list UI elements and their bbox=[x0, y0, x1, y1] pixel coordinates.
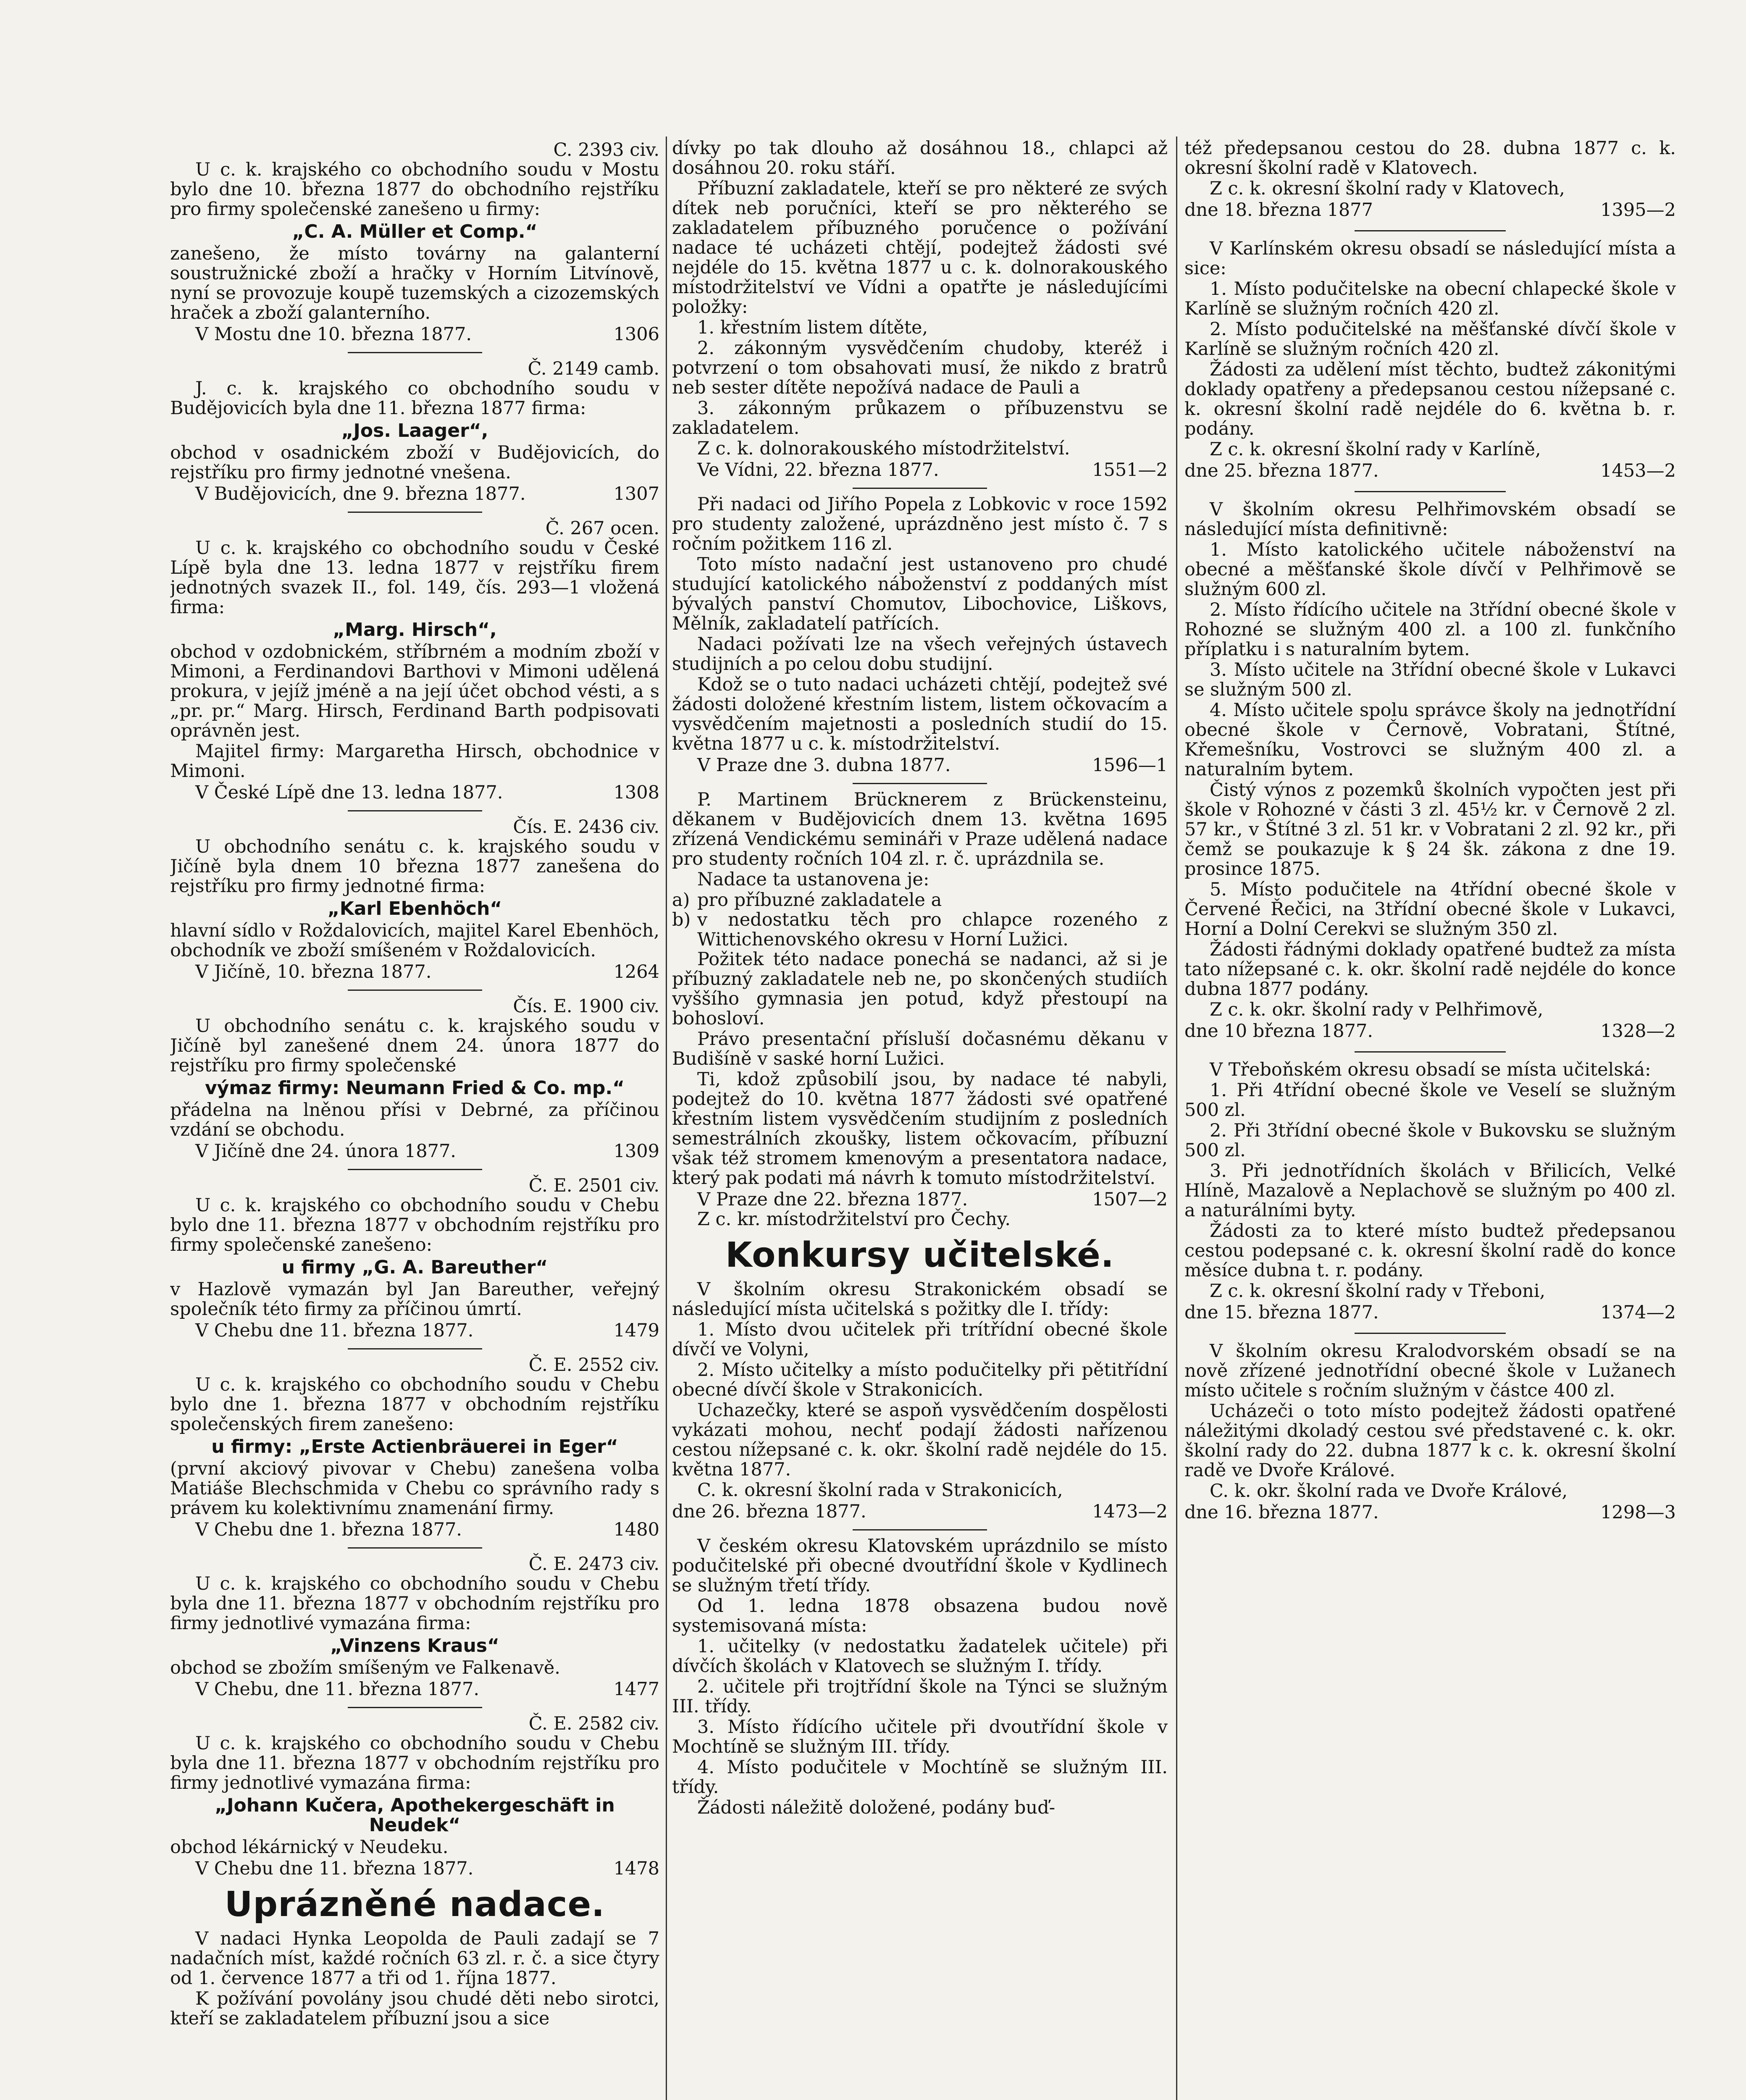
paragraph: 1. Místo podučitelske na obecní chlapecké škole v Karlíně se služným ročních 420 zl. bbox=[1184, 278, 1676, 319]
entry-signature bbox=[672, 1502, 1168, 1522]
place-date: Ve Vídni, 22. března 1877. bbox=[697, 459, 939, 480]
paragraph: 3. Při jednotřídních školách v Břilicích, Velké Hlíně, Mazalově a Neplachově se služným po 400 zl. a naturálními byty. bbox=[1184, 1160, 1676, 1221]
entry-signature bbox=[672, 460, 1168, 480]
paragraph: Požitek této nadace ponechá se nadanci, až si je příbuzný zakladatele neb ne, po skončených studiích vyššího gymnasia jen potud, když přestoupí na bohosloví. bbox=[672, 949, 1168, 1029]
paragraph: Nadace ta ustanovena je: bbox=[697, 869, 929, 890]
entry-number: 1298—3 bbox=[1600, 1502, 1676, 1523]
paragraph: 2. učitele při trojtřídní škole na Týnci se služným III. třídy. bbox=[672, 1676, 1168, 1717]
entry-body: obchod v osadnickém zboží v Budějovicích, do rejstříku pro firmy jednotné vnešena. bbox=[170, 442, 659, 483]
paragraph: V Třeboňském okresu obsadí se místa učitelská: bbox=[1210, 1059, 1651, 1080]
column-1 bbox=[170, 139, 659, 2100]
paragraph: V nadaci Hynka Leopolda de Pauli zadají se 7 nadačních míst, každé ročních 63 zl. r. č. a sice čtyry od 1. července 1877 a tři od 1. října 1877. bbox=[170, 1928, 659, 1989]
list-item-text: v nedostatku těch pro chlapce rozeného z Wittichenovského okresu v Horní Lužici. bbox=[697, 909, 1168, 950]
register-entry bbox=[170, 817, 659, 982]
place-date: V Jičíně dne 24. února 1877. bbox=[195, 1141, 456, 1162]
paragraph: V školním okresu Strakonickém obsadí se následující místa učitelská s požitky dle I. třídy: bbox=[672, 1279, 1168, 1320]
entry-text: U c. k. krajského co obchodního soudu v Chebu bylo dne 11. března 1877 v obchodním rejstříku pro firmy společenské zanešeno: bbox=[170, 1195, 659, 1255]
register-entry bbox=[170, 1355, 659, 1540]
entry-number: 1374—2 bbox=[1600, 1302, 1676, 1323]
paragraph: 1. Místo dvou učitelek při trítřídní obecné škole dívčí ve Volyni, bbox=[672, 1319, 1168, 1360]
entry-number: 1480 bbox=[613, 1519, 659, 1540]
separator bbox=[348, 810, 482, 811]
signature: Z c. k. dolnorakouského místodržitelství. bbox=[697, 438, 1070, 459]
place-date: dne 15. března 1877. bbox=[1184, 1302, 1379, 1323]
separator bbox=[1355, 1333, 1506, 1334]
firm-name: výmaz firmy: Neumann Fried & Co. mp.“ bbox=[205, 1077, 625, 1099]
list-item: 3. zákonným průkazem o příbuzenstvu se zakladatelem. bbox=[672, 398, 1168, 438]
separator bbox=[1355, 230, 1506, 231]
entry-ref: Č. 2149 camb. bbox=[528, 358, 659, 379]
entry-number: 1306 bbox=[613, 324, 659, 345]
paragraph: Žádosti řádnými doklady opatřené budtež za místa tato nížepsané c. k. okr. školní radě nejdéle do konce dubna 1877 podány. bbox=[1184, 939, 1676, 1000]
paragraph: Ti, kdož způsobilí jsou, by nadace té nabyli, podejtež do 10. května 1877 žádosti své opatřené křestním listem vysvědčením studijním z posledních semestrálních zkoušky, listem očkovacím, příbuzní však též stromem kmenovým a presentatora nadace, který pak podati má návrh k tomuto místodržitelství. bbox=[672, 1069, 1168, 1189]
section-heading: Konkursy učitelské. bbox=[725, 1235, 1114, 1275]
place-date: dne 25. března 1877. bbox=[1184, 460, 1379, 481]
firm-name: „C. A. Müller et Comp.“ bbox=[292, 221, 538, 242]
separator bbox=[853, 783, 987, 784]
entry-text: U c. k. krajského co obchodního soudu v Chebu byla dne 11. března 1877 v obchodním rejstříku pro firmy jednotlivé vymazána firma: bbox=[170, 1733, 659, 1793]
paragraph: V Karlínském okresu obsadí se následující místa a sice: bbox=[1184, 238, 1676, 279]
signature: Z c. k. okr. školní rady v Pelhřimově, bbox=[1210, 999, 1544, 1020]
paragraph: 3. Místo řídícího učitele při dvoutřídní škole v Mochtíně se služným III. třídy. bbox=[672, 1717, 1168, 1757]
paragraph: 1. Místo katolického učitele náboženství na obecné a měšťanské škole dívčí v Pelhřimově se služným 600 zl. bbox=[1184, 539, 1676, 600]
column-3 bbox=[1184, 139, 1676, 2100]
column-rule bbox=[1176, 136, 1177, 2100]
entry-text: U c. k. krajského co obchodního soudu v Mostu bylo dne 10. března 1877 do obchodního rejstříku pro firmy společenské zanešeno u firmy: bbox=[170, 159, 659, 220]
paragraph: V školním okresu Kralodvorském obsadí se na nově zřízené jednotřídní obecné škole v Lužanech místo učitele s ročním služným v částce 400 zl. bbox=[1184, 1341, 1676, 1401]
separator bbox=[348, 512, 482, 513]
firm-name: u firmy: „Erste Actienbräuerei in Eger“ bbox=[211, 1436, 618, 1457]
place-date: V Mostu dne 10. března 1877. bbox=[195, 324, 472, 345]
paragraph: též předepsanou cestou do 28. dubna 1877 c. k. okresní školní radě v Klatovech. bbox=[1184, 139, 1676, 178]
register-entry bbox=[170, 997, 659, 1161]
paragraph: K požívání povolány jsou chudé děti nebo sirotci, kteří se zakladatelem příbuzní jsou a sice bbox=[170, 1988, 659, 2029]
paragraph: V českém okresu Klatovském uprázdnilo se místo podučitelské při obecné dvoutřídní škole v Kydlinech se služným třetí třídy. bbox=[672, 1536, 1168, 1596]
firm-name: u firmy „G. A. Bareuther“ bbox=[281, 1257, 548, 1278]
entry-signature bbox=[170, 1859, 659, 1879]
separator bbox=[853, 1529, 987, 1530]
entry-signature bbox=[170, 783, 659, 803]
register-entry bbox=[170, 140, 659, 344]
entry-body: (první akciový pivovar v Chebu) zanešena volba Matiáše Blechschmida v Chebu co správního rady s právem ku kolektivnímu znamenání firmy. bbox=[170, 1458, 659, 1519]
firm-name: „Johann Kučera, Apothekergeschäft in Neudek“ bbox=[215, 1795, 615, 1836]
separator bbox=[348, 1348, 482, 1349]
paragraph: Ucházeči o toto místo podejtež žádosti opatřené náležitými dkoladý cestou své představené c. k. okr. školní rady do 22. dubna 1877 k c. k. okresní školní radě ve Dvoře Králové. bbox=[1184, 1401, 1676, 1481]
place-date: dne 16. března 1877. bbox=[1184, 1502, 1379, 1523]
paragraph: Od 1. ledna 1878 obsazena budou nově systemisovaná místa: bbox=[672, 1596, 1168, 1636]
entry-ref: Čís. E. 1900 civ. bbox=[513, 996, 659, 1017]
separator bbox=[348, 990, 482, 991]
separator bbox=[348, 1169, 482, 1170]
entry-signature bbox=[672, 1190, 1168, 1210]
paragraph: Právo presentační přísluší dočasnému děkanu v Budišíně v saské horní Lužici. bbox=[672, 1029, 1168, 1069]
entry-signature bbox=[1184, 1303, 1676, 1323]
paragraph: Žádosti za to které místo budtež předepsanou cestou podepsané c. k. okresní školní radě do konce měsíce dubna t. r. podány. bbox=[1184, 1221, 1676, 1281]
entry-number: 1551—2 bbox=[1092, 459, 1168, 480]
paragraph: Při nadaci od Jiřího Popela z Lobkovic v roce 1592 pro studenty založené, uprázdněno jest místo č. 7 s ročním požitkem 116 zl. bbox=[672, 494, 1168, 554]
signature: Z c. k. okresní školní rady v Klatovech, bbox=[1210, 178, 1565, 199]
paragraph: Čistý výnos z pozemků školních vypočten jest při škole v Rohozné v části 3 zl. 45½ kr. v Černově 2 zl. 57 kr., v Štítné 3 zl. 51 kr. v Vobratani 2 zl. 92 kr., při čemž se poukazuje k § 24 šk. zákona z dne 19. prosince 1875. bbox=[1184, 780, 1676, 879]
register-entry bbox=[170, 1554, 659, 1699]
entry-signature bbox=[170, 1142, 659, 1161]
entry-ref: C. 2393 civ. bbox=[553, 139, 659, 160]
place-date: V Praze dne 3. dubna 1877. bbox=[697, 755, 951, 776]
entry-text: U c. k. krajského co obchodního soudu v Chebu byla dne 11. března 1877 v obchodním rejstříku pro firmy jednotlivé vymazána firma: bbox=[170, 1573, 659, 1634]
paragraph: P. Martinem Brücknerem z Brückensteinu, děkanem v Budějovicích dnem 13. května 1695 zřízená Vendickému semináři v Praze udělená nadace pro studenty ročních 104 zl. r. č. uprázdnila se. bbox=[672, 789, 1168, 869]
column-rule bbox=[666, 136, 667, 2100]
signature: Z c. kr. místodržitelství pro Čechy. bbox=[697, 1209, 1011, 1230]
entry-number: 1507—2 bbox=[1092, 1189, 1168, 1210]
entry-signature bbox=[1184, 461, 1676, 481]
paragraph: Nadaci požívati lze na všech veřejných ústavech studijních a po celou dobu studijní. bbox=[672, 634, 1168, 675]
entry-number: 1479 bbox=[613, 1320, 659, 1341]
place-date: V Chebu dne 11. března 1877. bbox=[195, 1320, 474, 1341]
separator bbox=[348, 1547, 482, 1549]
paragraph: Toto místo nadační jest ustanoveno pro chudé studující katolického náboženství z poddaných míst bývalých panství Chomutov, Libochovice, Liškovs, Mělník, zakladatelí patřících. bbox=[672, 554, 1168, 634]
entry-signature bbox=[170, 1520, 659, 1540]
signature: Z c. k. okresní školní rady v Karlíně, bbox=[1210, 439, 1541, 460]
entry-ref: Č. E. 2582 civ. bbox=[528, 1713, 659, 1734]
entry-body: obchod lékárnický v Neudeku. bbox=[170, 1837, 449, 1858]
entry-number: 1478 bbox=[613, 1858, 659, 1879]
entry-number: 1453—2 bbox=[1600, 460, 1676, 481]
entry-body: přádelna na lněnou přísi v Debrné, za příčinou vzdání se obchodu. bbox=[170, 1100, 659, 1140]
list-item: 1. křestním listem dítěte, bbox=[697, 317, 928, 338]
separator bbox=[1355, 491, 1506, 492]
place-date: dne 10 března 1877. bbox=[1184, 1021, 1373, 1042]
entry-signature bbox=[672, 756, 1168, 775]
entry-text: U obchodního senátu c. k. krajského soudu v Jičíně byl zanešené dnem 24. února 1877 do rejstříku pro firmy společenské bbox=[170, 1016, 659, 1076]
place-date: V České Lípě dne 13. ledna 1877. bbox=[195, 782, 503, 803]
paragraph: Příbuzní zakladatele, kteří se pro některé ze svých dítek neb poručníci, kteří se pro některého se zakladatelem příbuzného poručence o požívání nadace té ucházeti chtějí, podejtež žádosti své nejdéle do 15. května 1877 u c. k. dolnorakouského místodržitelství ve Vídni a opatřte je následujícími položky: bbox=[672, 178, 1168, 318]
entry-number: 1307 bbox=[613, 483, 659, 504]
entry-body: hlavní sídlo v Roždalovicích, majitel Karel Ebenhöch, obchodník ve zboží smíšeném v Roždalovicích. bbox=[170, 920, 659, 961]
entry-body: obchod v ozdobnickém, stříbrném a modním zboží v Mimoni, a Ferdinandovi Barthovi v Mimoni udělená prokura, v jejíž jméně a na její účet obchod vésti, a s „pr. pr.“ Marg. Hirsch, Ferdinand Barth podpisovati oprávněn jest. bbox=[170, 641, 659, 741]
paragraph: 1. Při 4třídní obecné škole ve Veselí se služným 500 zl. bbox=[1184, 1080, 1676, 1121]
paragraph: V školním okresu Pelhřimovském obsadí se následující místa definitivně: bbox=[1184, 499, 1676, 540]
entry-ref: Č. E. 2473 civ. bbox=[528, 1554, 659, 1575]
entry-number: 1477 bbox=[613, 1679, 659, 1700]
signature: C. k. okr. školní rada ve Dvoře Králové, bbox=[1210, 1480, 1568, 1502]
register-entry bbox=[170, 1714, 659, 1879]
firm-name: „Jos. Laager“, bbox=[341, 420, 488, 441]
entry-ref: Čís. E. 2436 civ. bbox=[513, 816, 659, 837]
separator bbox=[348, 352, 482, 353]
entry-number: 1596—1 bbox=[1092, 755, 1168, 776]
place-date: dne 18. března 1877 bbox=[1184, 200, 1373, 220]
place-date: V Praze dne 22. března 1877. bbox=[697, 1189, 968, 1210]
entry-signature bbox=[1184, 200, 1676, 220]
paragraph: 5. Místo podučitele na 4třídní obecné škole v Červené Řečici, na 3třídní obecné škole v Lukavci, Horní a Dolní Cerekvi se služným 350 zl. bbox=[1184, 879, 1676, 940]
list-item: 2. zákonným vysvědčením chudoby, kteréž i potvrzení o tom obsahovati musí, že nikdo z bratrů neb sester dítěte nepožívá nadace de Pauli a bbox=[672, 338, 1168, 398]
paragraph: 2. Místo řídícího učitele na 3třídní obecné škole v Rohozné se služným 400 zl. a 100 zl. funkčního příplatku i s naturalním bytem. bbox=[1184, 599, 1676, 660]
paragraph: Žádosti za udělení míst těchto, budtež zákonitými doklady opatřeny a předepsanou cestou nížepsané c. k. okresní školní radě nejdéle do 6. května b. r. podány. bbox=[1184, 359, 1676, 439]
entry-signature bbox=[170, 1321, 659, 1341]
paragraph: 2. Při 3třídní obecné škole v Bukovsku se služným 500 zl. bbox=[1184, 1120, 1676, 1161]
entry-ref: Č. E. 2552 civ. bbox=[528, 1354, 659, 1376]
entry-number: 1264 bbox=[613, 961, 659, 982]
entry-body: Majitel firmy: Margaretha Hirsch, obchodnice v Mimoni. bbox=[170, 741, 659, 782]
register-entry bbox=[170, 1176, 659, 1341]
paragraph: dívky po tak dlouho až dosáhnou 18., chlapci až dosáhnou 20. roku stáří. bbox=[672, 139, 1168, 178]
section-heading: Uprázněné nadace. bbox=[224, 1885, 605, 1924]
entry-signature bbox=[170, 484, 659, 504]
register-entry bbox=[170, 519, 659, 803]
entry-text: U c. k. krajského co obchodního soudu v Chebu bylo dne 1. března 1877 v obchodním rejstříku společenských firem zanešeno: bbox=[170, 1374, 659, 1435]
entry-signature bbox=[1184, 1021, 1676, 1041]
paragraph: 1. učitelky (v nedostatku žadatelek učitele) při dívčích školách v Klatovech se služným I. třídy. bbox=[672, 1636, 1168, 1677]
entry-number: 1308 bbox=[613, 782, 659, 803]
paragraph: 4. Místo podučitele v Mochtíně se služným III. třídy. bbox=[672, 1757, 1168, 1798]
signature: C. k. okresní školní rada v Strakonicích, bbox=[697, 1480, 1063, 1501]
separator bbox=[853, 488, 987, 489]
separator bbox=[1355, 1051, 1506, 1053]
entry-text: U obchodního senátu c. k. krajského soudu v Jičíně byla dnem 10 března 1877 zanešena do rejstříku pro firmy jednotné firma: bbox=[170, 836, 659, 897]
entry-text: J. c. k. krajského co obchodního soudu v Budějovicích byla dne 11. března 1877 firma: bbox=[170, 378, 659, 419]
entry-number: 1328—2 bbox=[1600, 1021, 1676, 1042]
entry-signature bbox=[1184, 1503, 1676, 1522]
paragraph: 4. Místo učitele spolu správce školy na jednotřídní obecné škole v Černově, Vobratani, Štítné, Křemešníku, Vostrovci se služným 400 zl. a naturalním bytem. bbox=[1184, 700, 1676, 780]
firm-name: „Karl Ebenhöch“ bbox=[327, 898, 502, 919]
entry-body: obchod se zbožím smíšeným ve Falkenavě. bbox=[170, 1657, 560, 1678]
paragraph: Uchazečky, které se aspoň vysvědčením dospělosti vykázati mohou, nechť podají žádosti nařízenou cestou nížepsané c. k. okr. školní radě nejdéle do 15. května 1877. bbox=[672, 1400, 1168, 1480]
register-entry bbox=[170, 359, 659, 504]
place-date: V Chebu, dne 11. března 1877. bbox=[195, 1679, 479, 1700]
place-date: V Jičíně, 10. března 1877. bbox=[195, 961, 432, 982]
place-date: V Budějovicích, dne 9. března 1877. bbox=[195, 483, 526, 504]
paragraph: 3. Místo učitele na 3třídní obecné škole v Lukavci se služným 500 zl. bbox=[1184, 659, 1676, 700]
entry-ref: Č. E. 2501 civ. bbox=[528, 1175, 659, 1196]
entry-signature bbox=[170, 325, 659, 344]
separator bbox=[348, 1707, 482, 1708]
entry-number: 1395—2 bbox=[1600, 200, 1676, 220]
list-item: a) pro příbuzné zakladatele a bbox=[672, 890, 1168, 910]
list-item-text: pro příbuzné zakladatele a bbox=[697, 890, 942, 911]
entry-number: 1473—2 bbox=[1092, 1501, 1168, 1522]
entry-ref: Č. 267 ocen. bbox=[545, 518, 659, 539]
firm-name: „Marg. Hirsch“, bbox=[333, 619, 497, 640]
paragraph: Žádosti náležitě doložené, podány buď- bbox=[697, 1797, 1055, 1818]
place-date: V Chebu dne 1. března 1877. bbox=[195, 1519, 462, 1540]
paragraph: Kdož se o tuto nadaci ucházeti chtějí, podejtež své žádosti doložené křestním listem, listem očkovacím a vysvědčením majetnosti a posledních studií do 15. května 1877 u c. k. místodržitelství. bbox=[672, 674, 1168, 754]
column-2 bbox=[672, 139, 1168, 2100]
entry-number: 1309 bbox=[613, 1141, 659, 1162]
entry-body: v Hazlově vymazán byl Jan Bareuther, veřejný společník této firmy za příčinou úmrtí. bbox=[170, 1279, 659, 1320]
entry-signature bbox=[170, 962, 659, 982]
place-date: V Chebu dne 11. března 1877. bbox=[195, 1858, 474, 1879]
signature: Z c. k. okresní školní rady v Třeboni, bbox=[1210, 1281, 1546, 1302]
entry-signature bbox=[170, 1680, 659, 1699]
entry-body: zanešeno, že místo továrny na galanterní soustružnické zboží a hračky v Horním Litvínově, nyní se provozuje koupě tuzemských a cizozemských hraček a zboží galanterního. bbox=[170, 243, 659, 323]
list-item: b) v nedostatku těch pro chlapce rozeného z Wittichenovského okresu v Horní Lužici. bbox=[672, 909, 1168, 950]
entry-text: U c. k. krajského co obchodního soudu v České Lípě byla dne 13. ledna 1877 v rejstříku firem jednotných svazek II., fol. 149, čís. 293—1 vložená firma: bbox=[170, 538, 659, 618]
firm-name: „Vinzens Kraus“ bbox=[330, 1635, 499, 1656]
paragraph: 2. Místo učitelky a místo podučitelky při pětitřídní obecné dívčí škole v Strakonicích. bbox=[672, 1360, 1168, 1400]
place-date: dne 26. března 1877. bbox=[672, 1501, 866, 1522]
paragraph: 2. Místo podučitelské na měšťanské dívčí škole v Karlíně se služným ročních 420 zl. bbox=[1184, 319, 1676, 360]
